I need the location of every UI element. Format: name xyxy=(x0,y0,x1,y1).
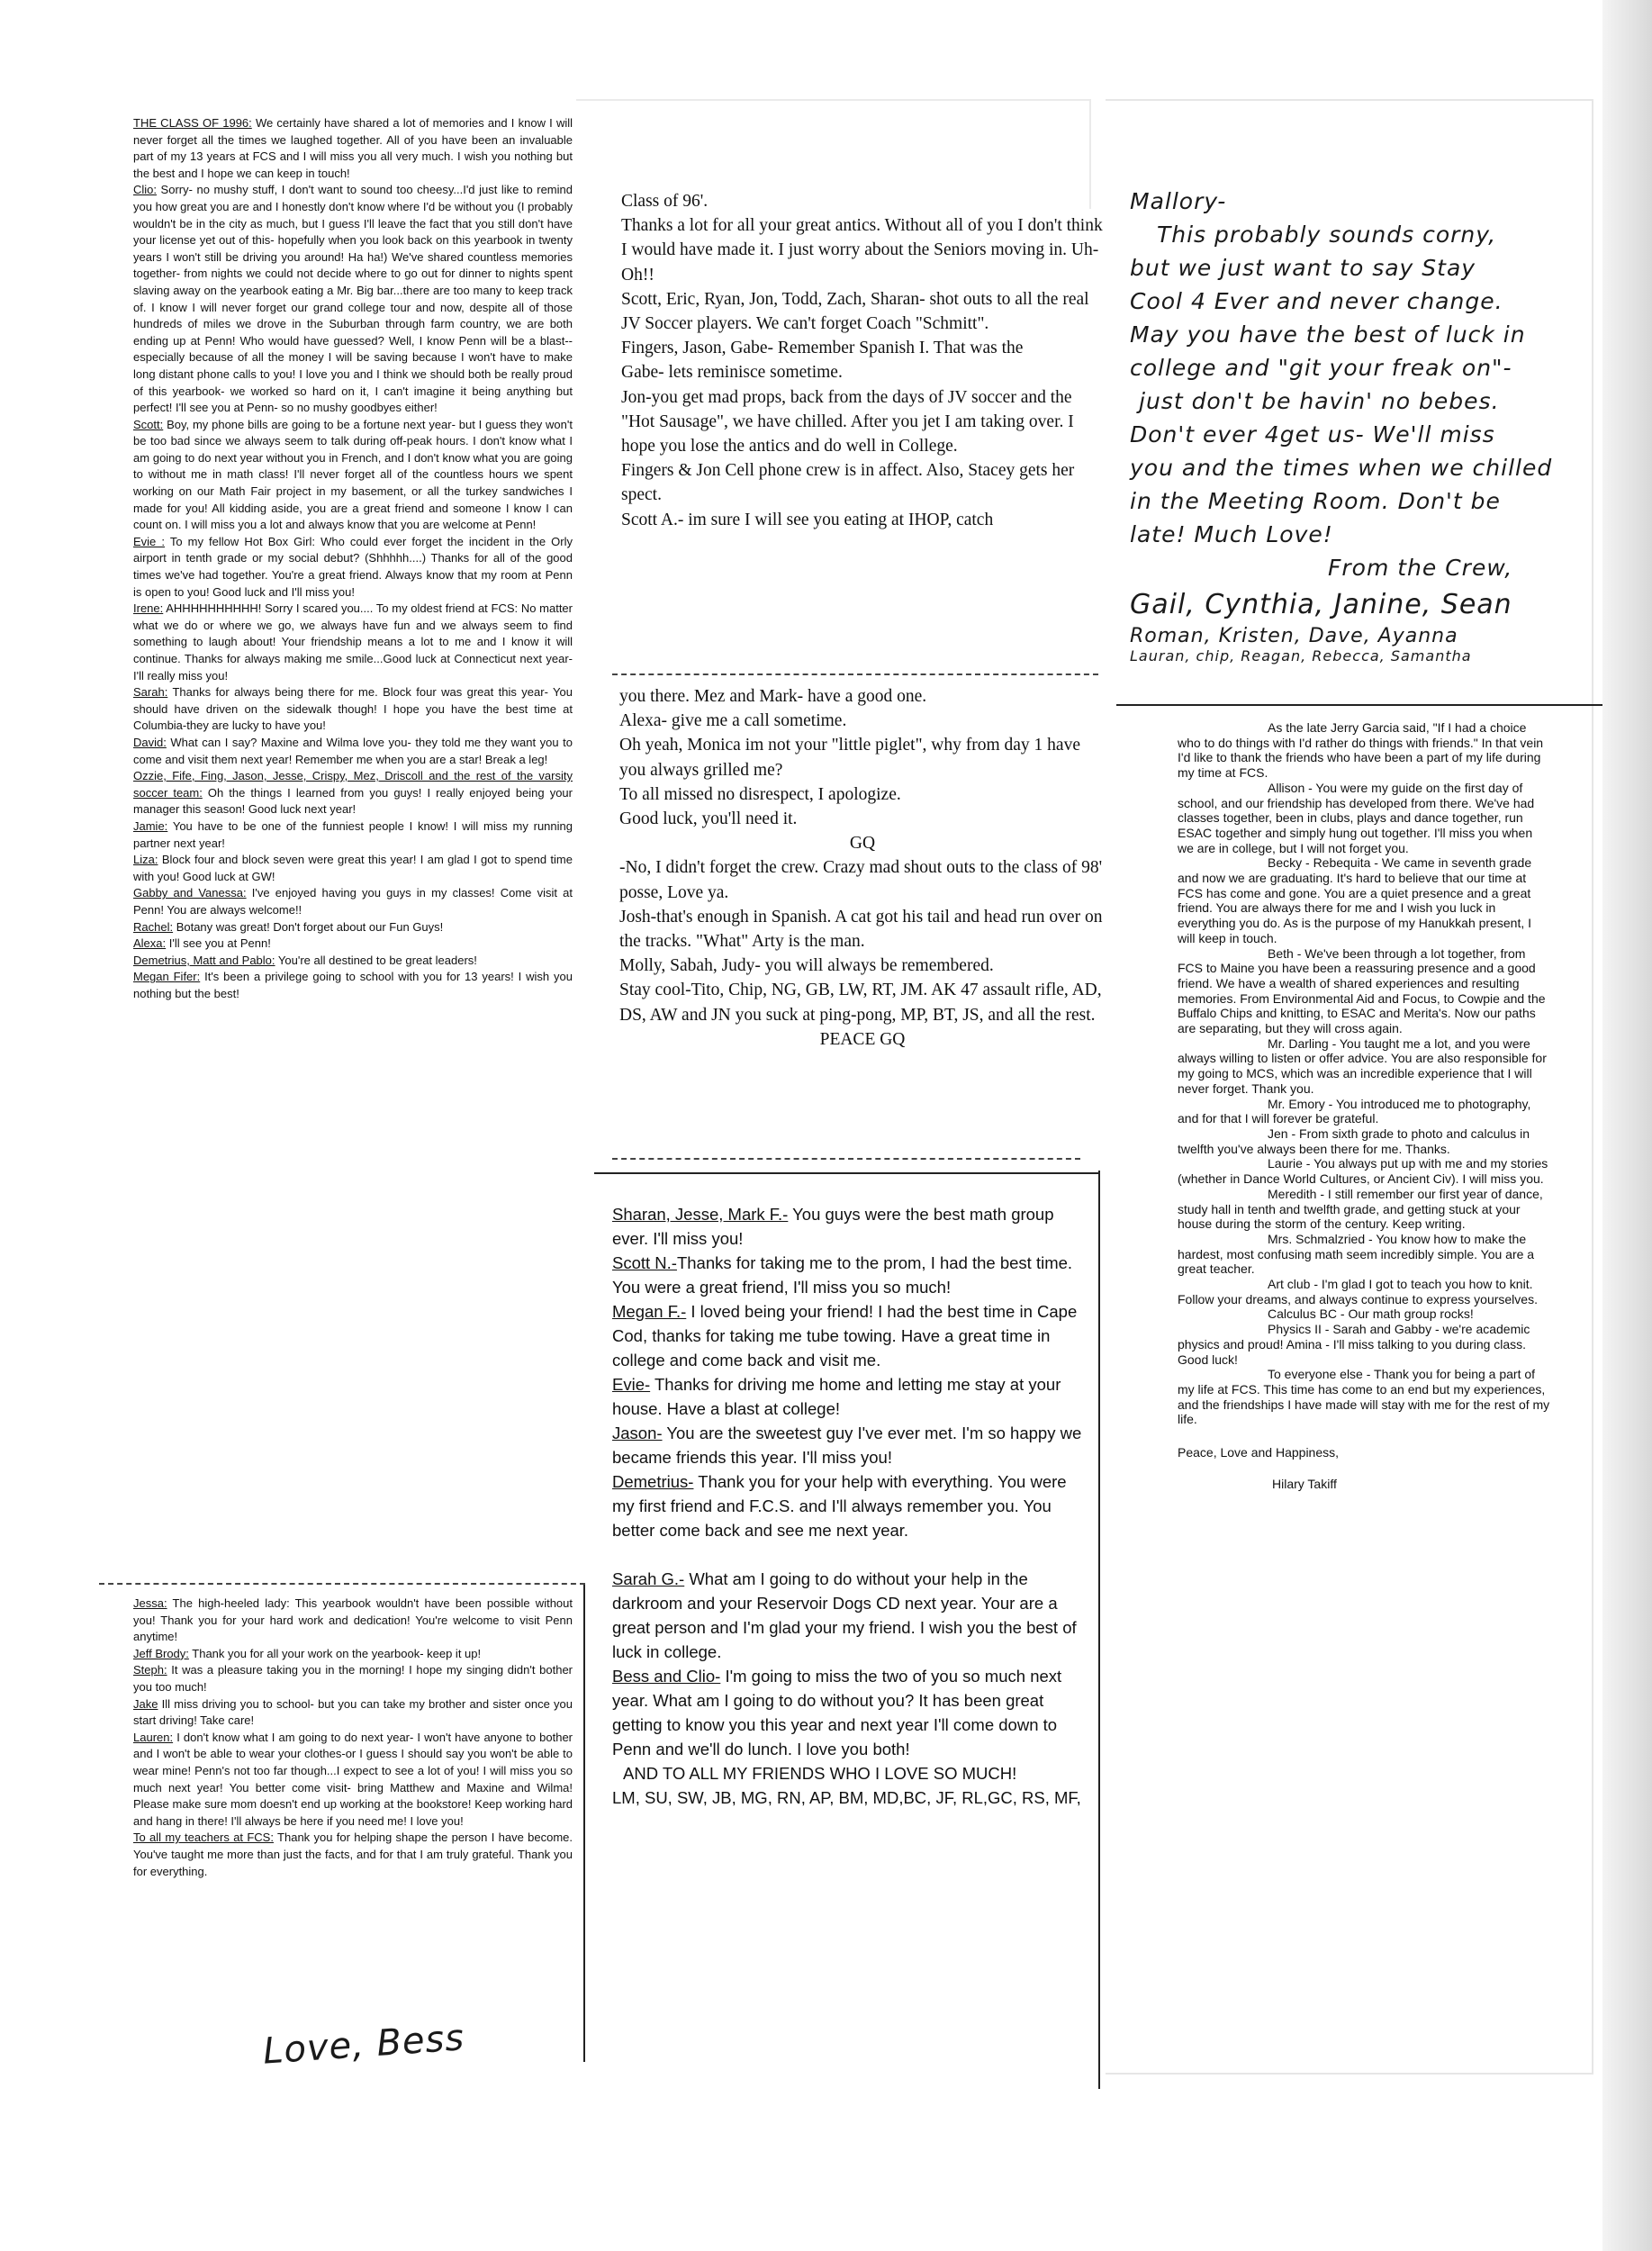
hand-line: just don't be havin' no bebes. xyxy=(1139,388,1500,414)
msg-irene: Irene: AHHHHHHHHHH! Sorry I scared you.... To my oldest friend at FCS: No matter what we do or where we go, we always have fun and we always seem to find something to laugh about! Your friendship means a lot to me and I know it will continue. Thanks for always making me smile...Good luck at Connecticut next year-I'll really miss you! xyxy=(133,601,573,683)
msg-rachel: Rachel: Botany was great! Don't forget about our Fun Guys! xyxy=(133,919,444,934)
msg-sarah-g: Sarah G.- What am I going to do without your help in the darkroom and your Reservoir Dogs CD next year. Your are a great person and I'm glad your my friend. I wish you the best of luck in college. xyxy=(612,1569,1077,1661)
hand-line: college and "git your freak on"- xyxy=(1130,355,1512,381)
msg-lauren: Lauren: I don't know what I am going to do next year- I won't have anyone to bother and I won't be able to wear your clothes-or I guess I should say you won't be able to wear mine! Penn's not too far though...I expect to see a lot of you! I will miss you so much next year! You better come visit- bring Matthew and Maxine and Wilma! Please make sure mom doesn't end up working at the bookstore! Keep working hard and hang in there! I'll always be here if you need me! I love you! xyxy=(133,1730,573,1828)
msg-clio: Clio: Sorry- no mushy stuff, I don't want to sound too cheesy...I'd just like to remind you how great you are and I honestly don't know where I'd be without you (I probably wouldn't be in the city as much, but I guess I'll leave the fact that you still don't have your license yet out of this- hopefully when you look back on this yearbook in twenty years I won't still be driving you around! Ha ha!) We've shared countless memories together- from nights we could not decide where to go out for dinner to nights spent slaving away on the yearbook eating a Mr. Big bar...there are too many to keep track of. I know I will never forget our grand college tour and now, despite all of those hundreds of miles we drove in the Suburban through farm country, we are both ending up at Penn! Who would have guessed? Well, I know Penn will be a blast-- especially because of all the money I will be saving because I won't have to make long distant phone calls to you! I love you and I think we should both be really proud of this yearbook- we worked so hard on it, I can't imagine it being anything but perfect! I'll see you at Penn- so no mushy goodbyes either! xyxy=(133,183,573,415)
gq-line: you there. Mez and Mark- have a good one. xyxy=(619,687,927,706)
msg-evie: Evie : To my fellow Hot Box Girl: Who could ever forget the incident in the Orly airport in tenth grade or my social debut? (Shhhhh....) Thanks for all of the good times we've had together. You're a great friend. Always know that my room at Penn is open to you! Good luck and I'll miss you! xyxy=(133,534,573,599)
divider-col2-right xyxy=(1098,1171,1100,2089)
hand-crew-names: Lauran, chip, Reagan, Rebecca, Samantha xyxy=(1130,647,1472,664)
gq-line: Scott A.- im sure I will see you eating at IHOP, catch xyxy=(621,510,994,529)
msg-all-friends: AND TO ALL MY FRIENDS WHO I LOVE SO MUCH! xyxy=(623,1764,1017,1783)
msg-david: David: What can I say? Maxine and Wilma love you- they told me they want you to come and visit them next year! Remember me when you are a star! Break a leg! xyxy=(133,735,573,766)
hilary-para: Beth - We've been through a lot together, from FCS to Maine you have been a reassuring presence and a good friend. We have a wealth of shared experiences and resulting memories. From Environmental Aid and Focus, to Cowpie and the Buffalo Chips and knitting, to ESAC and Merita's. Now our paths are separating, but they will cross again. xyxy=(1178,945,1546,1036)
msg-gabby-vanessa: Gabby and Vanessa: I've enjoyed having you guys in my classes! Come visit at Penn! You are always welcome!! xyxy=(133,886,573,917)
gq-line: To all missed no disrespect, I apologize. xyxy=(619,784,901,804)
gq-line: Alexa- give me a call sometime. xyxy=(619,711,847,731)
hilary-para: Meredith - I still remember our first year of dance, study hall in tenth and twelfth grade, and getting stuck at your house during the storm of the century. Keep writing. xyxy=(1178,1186,1543,1232)
msg-sarah: Sarah: Thanks for always being there for me. Block four was great this year- You should have driven on the sidewalk though! I hope you have the best time at Columbia-they are lucky to have you! xyxy=(133,685,573,733)
handwritten-note-mallory xyxy=(1130,185,1598,665)
msg-jamie: Jamie: You have to be one of the funniest people I know! I will miss my running partner next year! xyxy=(133,818,573,850)
gq-line: Josh-that's enough in Spanish. A cat got his tail and head run over on the tracks. "What" Arty is the man. xyxy=(619,907,1103,952)
hilary-para: Mrs. Schmalzried - You know how to make the hardest, most confusing math seem incredibly simple. You are a great teacher. xyxy=(1178,1231,1535,1277)
hilary-message xyxy=(1178,720,1551,1491)
msg-steph: Steph: It was a pleasure taking you in the morning! I hope my singing didn't bother you too much! xyxy=(133,1663,573,1694)
hand-line: Don't ever 4get us- We'll miss xyxy=(1130,421,1495,447)
hilary-para: Mr. Darling - You taught me a lot, and you were always willing to listen or offer advice. You are also responsible for my going to MCS, which was an incredible experience that I will never forget. Thank you. xyxy=(1178,1035,1547,1096)
msg-bess-clio: Bess and Clio- I'm going to miss the two of you so much next year. What am I going to do without you? It has been great getting to know you this year and next year I'll come down to Penn and we'll do lunch. I love you both! xyxy=(612,1667,1062,1758)
msg-megan-f: Megan F.- I loved being your friend! I had the best time in Cape Cod, thanks for taking me tube towing. Have a great time in college and come back and visit me. xyxy=(612,1302,1078,1370)
gq-message xyxy=(621,189,1107,532)
msg-soccer-team: Ozzie, Fife, Fing, Jason, Jesse, Crispy, Mez, Driscoll and the rest of the varsity soccer team: Oh the things I learned from you guys! I really enjoyed being your manager this season! Good luck next year! xyxy=(133,769,573,817)
hand-crew-names: Gail, Cynthia, Janine, Sean xyxy=(1130,589,1512,620)
gq-line: Jon-you get mad props, back from the days of JV soccer and the "Hot Sausage", we have chilled. After you jet I am taking over. I hope you lose the antics and do well in College. xyxy=(621,387,1074,457)
hilary-name: Hilary Takiff xyxy=(1272,1476,1337,1491)
gq-line: Fingers, Jason, Gabe- Remember Spanish I. That was the xyxy=(621,339,1024,358)
hand-crew-names: Roman, Kristen, Dave, Ayanna xyxy=(1130,625,1458,647)
msg-alexa: Alexa: I'll see you at Penn! xyxy=(133,936,271,951)
gq-message-continued xyxy=(619,684,1106,1052)
hilary-para: Calculus BC - Our math group rocks! xyxy=(1268,1306,1474,1322)
msg-jeff-brody: Jeff Brody: Thank you for all your work on the yearbook- keep it up! xyxy=(133,1646,482,1660)
gq-line: Good luck, you'll need it. xyxy=(619,809,798,829)
hilary-para: Laurie - You always put up with me and my stories (whether in Dance World Cultures, or Ancient Civ). I will miss you. xyxy=(1178,1156,1548,1187)
hilary-para: Jen - From sixth grade to photo and calculus in twelfth you've always been there for me. Thanks. xyxy=(1178,1126,1530,1156)
msg-demetrius: Demetrius, Matt and Pablo: You're all destined to be great leaders! xyxy=(133,953,477,967)
msg-class1996: THE CLASS OF 1996: We certainly have shared a lot of memories and I know I will never forget all the times we laughed together. All of you have been an invaluable part of my 13 years at FCS and I will miss you all very much. I wish you nothing but the best and I hope we can keep in touch! xyxy=(133,116,573,180)
gq-line: Gabe- lets reminisce sometime. xyxy=(621,363,843,383)
gq-signoff: GQ xyxy=(849,834,876,854)
gq-line: Fingers & Jon Cell phone crew is in affect. Also, Stacey gets her spect. xyxy=(621,461,1075,505)
hand-line: you and the times when we chilled xyxy=(1130,455,1553,481)
divider-col3 xyxy=(1116,704,1602,706)
msg-megan-fifer: Megan Fifer: It's been a privilege going to school with you for 13 years! I wish you nothing but the best! xyxy=(133,970,573,1000)
msg-demetrius-2: Demetrius- Thank you for your help with everything. You were my first friend and F.C.S. and I'll always remember you. You better come back and see me next year. xyxy=(612,1472,1067,1540)
msg-jessa: Jessa: The high-heeled lady: This yearbook wouldn't have been possible without you! Thank you for your hard work and dedication! You're welcome to visit Penn anytime! xyxy=(133,1596,573,1644)
signature-love-bess: Love, Bess xyxy=(261,2017,466,2073)
divider-col1 xyxy=(99,1583,585,1585)
divider-col2-mid xyxy=(612,1158,1080,1160)
gq-line: Class of 96'. xyxy=(621,192,709,211)
msg-scott: Scott: Boy, my phone bills are going to be a fortune next year- but I guess they won't be too bad since we always seem to talk during off-peak hours. I don't know what I am going to do next year without you in French, and I don't know what you are going to without me in math class! I'll never forget all of the countless hours we spent working on our Math Fair project in my basement, or all the turkey sandwiches I made for you! All kidding aside, you are a great friend and someone I know I can count on. I will miss you a lot and always know that you are welcome at Penn! xyxy=(133,417,573,532)
gq-line: Stay cool-Tito, Chip, NG, GB, LW, RT, JM. AK 47 assault rifle, AD, DS, AW and JN you suck at ping-pong, MP, BT, JS, and all the rest. xyxy=(619,981,1102,1025)
gq-line: -No, I didn't forget the crew. Crazy mad shout outs to the class of 98' posse, Love ya. xyxy=(619,858,1103,902)
msg-liza: Liza: Block four and block seven were great this year! I am glad I got to spend time with you! Good luck at GW! xyxy=(133,853,573,883)
hilary-para: Physics II - Sarah and Gabby - we're academic physics and proud! Amina - I'll miss talking to you during class. Good luck! xyxy=(1178,1322,1530,1367)
hilary-para: Becky - Rebequita - We came in seventh grade and now we are graduating. It's hard to believe that our time at FCS has come and gone. You are a quiet presence and a great friend. You are always there for me and I wish you luck in everything you do. As is the purpose of my Hanukkah present, I will keep in touch. xyxy=(1178,855,1532,945)
gq-line: Oh yeah, Monica im not your "little piglet", why from day 1 have you always grilled me? xyxy=(619,736,1080,780)
hand-line: late! Much Love! xyxy=(1130,521,1333,547)
gq-line: Scott, Eric, Ryan, Jon, Todd, Zach, Sharan- shot outs to all the real JV Soccer players. We can't forget Coach "Schmitt". xyxy=(621,289,1089,334)
divider-col1-right xyxy=(583,1585,585,2062)
msg-jason: Jason- You are the sweetest guy I've ever met. I'm so happy we became friends this year. I'll miss you! xyxy=(612,1424,1082,1467)
hilary-para: Allison - You were my guide on the first day of school, and our friendship has developed from there. We've had classes together, been in clubs, plays and dance together, run ESAC together and simply hung out together. I'll miss you when we are in college, but I will not forget you. xyxy=(1178,780,1535,855)
hand-line: May you have the best of luck in xyxy=(1130,321,1526,348)
hand-line: Cool 4 Ever and never change. xyxy=(1130,288,1503,314)
bess-message-continued xyxy=(133,1596,573,1880)
hilary-para: Art club - I'm glad I got to teach you how to knit. Follow your dreams, and always continue to express yourselves. xyxy=(1178,1277,1538,1306)
anonymous-message xyxy=(612,1202,1085,1810)
hilary-para: Mr. Emory - You introduced me to photography, and for that I will forever be grateful. xyxy=(1178,1096,1531,1126)
gq-line: Thanks a lot for all your great antics. Without all of you I don't think I would have made it. I just worry about the Seniors moving in. Uh-Oh!! xyxy=(621,216,1103,285)
page-edge-shadow xyxy=(1602,0,1652,2251)
divider-col2-top xyxy=(612,673,1098,675)
gq-line: Molly, Sabah, Judy- you will always be remembered. xyxy=(619,956,994,976)
msg-sharan-jesse-mark: Sharan, Jesse, Mark F.- You guys were the best math group ever. I'll miss you! xyxy=(612,1205,1054,1248)
msg-evie-2: Evie- Thanks for driving me home and letting me stay at your house. Have a blast at college! xyxy=(612,1375,1061,1418)
hand-line: in the Meeting Room. Don't be xyxy=(1130,488,1501,514)
msg-teachers: To all my teachers at FCS: Thank you for helping shape the person I have become. You've taught me more than just the facts, and for that I am truly grateful. Thank you for everything. xyxy=(133,1831,573,1878)
hand-line: but we just want to say Stay xyxy=(1130,255,1476,281)
hilary-para: As the late Jerry Garcia said, "If I had a choice who to do things with I'd rather do things with friends." In that vein I'd like to thank the friends who have been a part of my life during my time at FCS. xyxy=(1178,720,1544,781)
peace-gq-signoff: PEACE GQ xyxy=(819,1029,906,1049)
bess-message-column xyxy=(133,115,573,1002)
msg-scott-n: Scott N.-Thanks for taking me to the prom, I had the best time. You were a great friend, I'll miss you so much! xyxy=(612,1253,1073,1297)
hand-from-crew: From the Crew, xyxy=(1328,555,1513,581)
divider-col2-mid-solid xyxy=(594,1172,1098,1174)
hand-line: This probably sounds corny, xyxy=(1157,221,1497,248)
msg-jake: Jake Ill miss driving you to school- but you can take my brother and sister once you start driving! Take care! xyxy=(133,1696,573,1728)
hilary-para: To everyone else - Thank you for being a part of my life at FCS. This time has come to an end but my experiences, and the friendships I have made will stay with me for the rest of my life. xyxy=(1178,1367,1550,1427)
hand-line: Mallory- xyxy=(1130,188,1227,214)
msg-initials: LM, SU, SW, JB, MG, RN, AP, BM, MD,BC, JF, RL,GC, RS, MF, xyxy=(612,1788,1081,1807)
hilary-closing: Peace, Love and Happiness, xyxy=(1178,1445,1340,1460)
